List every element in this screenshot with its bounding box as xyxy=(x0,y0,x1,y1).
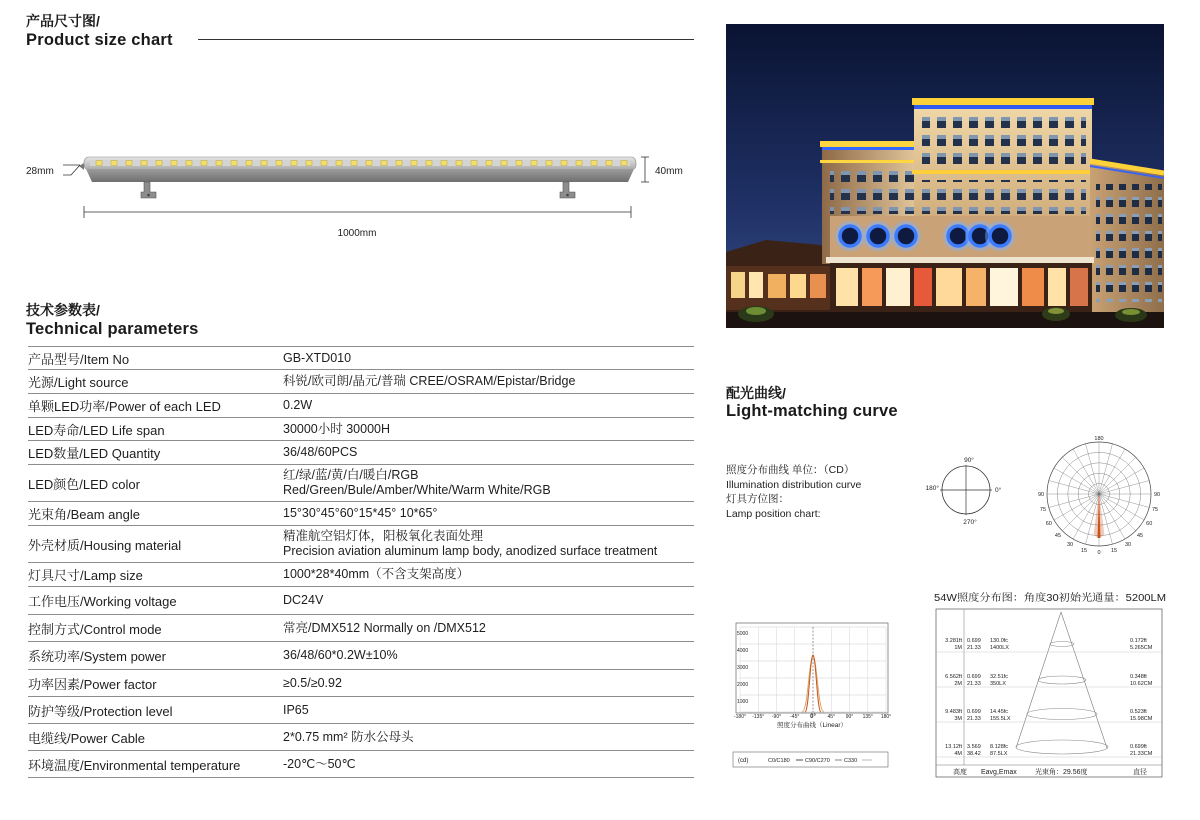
param-value-cell xyxy=(283,730,694,745)
lamp-end-lip xyxy=(79,163,84,170)
building-night-photo xyxy=(726,24,1164,328)
param-row xyxy=(28,418,694,441)
param-value: DC24V xyxy=(283,593,324,607)
param-value-line2: Precision aviation aluminum lamp body, anodized surface treatment xyxy=(283,544,658,558)
led-chip xyxy=(516,161,522,166)
orientation-label-left: 180° xyxy=(925,485,939,492)
storefront xyxy=(826,257,1094,313)
param-value-cell xyxy=(283,351,694,366)
cone-diameter-cm: 5.265CM xyxy=(1130,645,1153,651)
led-chip xyxy=(531,161,537,166)
polar-label-top: 180 xyxy=(1094,436,1104,442)
dimension-line-depth xyxy=(641,157,649,182)
param-label: 防护等级/Protection level xyxy=(28,703,173,719)
led-chip xyxy=(471,161,477,166)
technical-parameters-table xyxy=(28,346,694,778)
polar-distribution-chart xyxy=(1038,436,1160,556)
right-wing xyxy=(1090,161,1164,316)
param-value-cell xyxy=(283,445,694,460)
cone-value: 0.699 xyxy=(967,674,981,680)
description-line: 灯具方位图： xyxy=(726,493,789,506)
linear-x-tick: 135° xyxy=(862,714,873,720)
param-row xyxy=(28,526,694,563)
param-label: 灯具尺寸/Lamp size xyxy=(28,568,143,583)
param-label: 系统功率/System power xyxy=(28,649,166,664)
param-value: 红/绿/蓝/黄/白/暖白/RGB xyxy=(283,468,419,482)
param-value-cell xyxy=(283,374,694,389)
light-curve-title-en: Light-matching curve xyxy=(726,402,898,420)
linear-x-tick: 0° xyxy=(810,714,816,720)
ring-facade xyxy=(830,216,1092,258)
param-label: 光束角/Beam angle xyxy=(28,507,140,522)
linear-x-tick: -135° xyxy=(752,714,765,720)
cone-diameter-ft: 0.172ft xyxy=(1130,638,1147,644)
legend-item-label: C0/C180 xyxy=(768,758,790,764)
cone-footer-beam-angle: 光束角：29.56度 xyxy=(1035,769,1088,776)
param-row xyxy=(28,441,694,465)
linear-x-tick: 45° xyxy=(827,714,836,720)
orientation-label-right: 0° xyxy=(995,487,1002,494)
param-label: LED数量/LED Quantity xyxy=(28,446,161,461)
led-chip xyxy=(591,161,597,166)
led-chip xyxy=(561,161,567,166)
cone-value: 155.5LX xyxy=(990,716,1011,722)
lamp-orientation-diagram xyxy=(926,456,1002,526)
polar-angle-label: 75 xyxy=(1039,507,1047,514)
param-value: 精准航空铝灯体，阳极氧化表面处理 xyxy=(283,529,484,543)
led-chip xyxy=(621,161,627,166)
size-chart-title-rule xyxy=(198,39,694,40)
param-label: LED颜色/LED color xyxy=(28,476,140,492)
cone-value: 21.33 xyxy=(967,681,981,687)
cone-value: 130.0fc xyxy=(990,638,1009,644)
cone-value: 14.45fc xyxy=(990,709,1009,715)
ring-light xyxy=(840,226,860,246)
param-row xyxy=(28,465,694,502)
polar-angle-label: 15 xyxy=(1110,548,1118,555)
led-chip xyxy=(171,161,177,166)
cone-distance-ft: 9.483ft xyxy=(945,709,962,715)
legend-item-label: C330 xyxy=(844,758,858,764)
dimension-label-length: 1000mm xyxy=(337,228,377,239)
linear-x-tick: 90° xyxy=(845,714,854,720)
led-chip xyxy=(156,161,162,166)
polar-angle-label: 90 xyxy=(1153,492,1161,498)
cone-footer-height: 高度 xyxy=(953,769,967,776)
linear-chart-caption: 照度分布曲线（Linear） xyxy=(776,722,848,729)
param-row xyxy=(28,370,694,394)
cone-footer-eavg: Eavg,Emax xyxy=(981,769,1017,776)
param-label: 功率因素/Power factor xyxy=(28,676,157,692)
light-curve-title-cn: 配光曲线/ xyxy=(726,385,786,401)
param-value-cell xyxy=(283,567,694,582)
led-chip xyxy=(231,161,237,166)
lamp-body xyxy=(79,157,636,182)
param-row xyxy=(28,670,694,697)
led-chip xyxy=(96,161,102,166)
param-label: 环境温度/Environmental temperature xyxy=(28,757,241,773)
curve-legend xyxy=(733,752,888,767)
polar-angle-label: 30 xyxy=(1066,542,1074,549)
linear-y-tick: 4000 xyxy=(737,648,749,654)
led-chip xyxy=(186,161,192,166)
cone-chart-title: 54W照度分布图：角度30初始光通量：5200LM xyxy=(934,593,1142,604)
cone-value: 21.33 xyxy=(967,716,981,722)
led-chip xyxy=(261,161,267,166)
led-chip xyxy=(546,161,552,166)
cone-value: 0.699 xyxy=(967,638,981,644)
cone-value: 21.33 xyxy=(967,645,981,651)
param-label: 电缆线/Power Cable xyxy=(28,730,146,746)
param-value-line2: Red/Green/Bule/Amber/White/Warm White/RGB xyxy=(283,483,551,497)
dimension-label-height: 28mm xyxy=(26,166,54,177)
param-label: 控制方式/Control mode xyxy=(28,621,162,637)
linear-x-tick: -180° xyxy=(733,714,747,720)
polar-angle-label: 45 xyxy=(1136,533,1144,540)
cone-distance-ft: 13.12ft xyxy=(945,744,962,750)
led-chip xyxy=(456,161,462,166)
param-row xyxy=(28,697,694,724)
cone-value: 350LX xyxy=(990,681,1006,687)
param-value: GB-XTD010 xyxy=(283,350,352,365)
led-chip xyxy=(336,161,342,166)
cone-distance-ft: 6.562ft xyxy=(945,674,962,680)
cone-distance-m: 4M xyxy=(954,751,962,757)
param-value: IP65 xyxy=(283,702,309,717)
param-value-cell xyxy=(283,648,694,663)
led-chip xyxy=(246,161,252,166)
led-chip xyxy=(396,161,402,166)
param-value: 2*0.75 mm² 防水公母头 xyxy=(283,729,414,744)
cone-value: 0.699 xyxy=(967,709,981,715)
polar-angle-label: 30 xyxy=(1124,542,1132,549)
description-line: 照度分布曲线 单位：（CD） xyxy=(726,464,855,476)
light-curve-diagrams xyxy=(700,432,1190,782)
param-value-cell xyxy=(283,506,694,521)
param-value-cell xyxy=(283,422,694,437)
param-label: 外壳材质/Housing material xyxy=(28,537,182,553)
legend-unit: (cd) xyxy=(738,758,749,764)
ring-light xyxy=(896,226,916,246)
param-value-cell xyxy=(283,703,694,718)
led-chip xyxy=(576,161,582,166)
param-label: 光源/Light source xyxy=(28,375,129,390)
param-row xyxy=(28,502,694,526)
dimension-label-depth: 40mm xyxy=(655,166,683,177)
led-chip xyxy=(111,161,117,166)
param-row xyxy=(28,751,694,778)
polar-angle-label: 90 xyxy=(1037,492,1045,498)
param-value-cell xyxy=(283,621,694,636)
param-value: 36/48/60PCS xyxy=(283,445,358,459)
param-label: 单颗LED功率/Power of each LED xyxy=(28,399,221,414)
cone-diameter-cm: 10.62CM xyxy=(1130,681,1153,687)
cone-distance-m: 1M xyxy=(954,645,962,651)
polar-angle-label: 75 xyxy=(1151,507,1159,514)
lamp-housing-profile xyxy=(86,169,634,182)
linear-y-tick: 5000 xyxy=(737,631,749,637)
param-row xyxy=(28,642,694,670)
param-row xyxy=(28,724,694,751)
led-chip xyxy=(366,161,372,166)
cone-value: 87.5LX xyxy=(990,751,1008,757)
ring-light xyxy=(868,226,888,246)
param-value: -20℃～50℃ xyxy=(283,756,356,771)
param-value: 0.2W xyxy=(283,398,313,412)
led-chip xyxy=(501,161,507,166)
cone-value: 3.569 xyxy=(967,744,981,750)
cone-distance-m: 2M xyxy=(954,681,962,687)
cone-distance-ft: 3.281ft xyxy=(945,638,962,644)
linear-y-tick: 1000 xyxy=(737,699,749,705)
linear-x-tick: 180° xyxy=(880,714,892,720)
param-value-cell xyxy=(283,398,694,413)
param-value-cell xyxy=(283,529,694,559)
polar-angle-label: 60 xyxy=(1146,521,1153,527)
linear-y-tick: 2000 xyxy=(737,682,749,688)
led-chip xyxy=(426,161,432,166)
ring-light xyxy=(990,226,1010,246)
orientation-label-bottom: 270° xyxy=(963,519,977,526)
cone-value: 38.42 xyxy=(967,751,981,757)
led-chip xyxy=(606,161,612,166)
cone-diameter-ft: 0.348ft xyxy=(1130,674,1147,680)
cone-diameter-cm: 15.98CM xyxy=(1130,716,1153,722)
param-value: 30000小时 30000H xyxy=(283,421,391,436)
param-label: LED寿命/LED Life span xyxy=(28,422,165,438)
param-value-cell xyxy=(283,676,694,691)
param-value: 科锐/欧司朗/晶元/普瑞 CREE/OSRAM/Epistar/Bridge xyxy=(283,374,576,388)
param-label: 工作电压/Working voltage xyxy=(28,594,177,609)
cone-footer-diameter: 直径 xyxy=(1133,769,1147,776)
linear-x-tick: -45° xyxy=(790,714,800,720)
param-value: 1000*28*40mm（不含支架高度） xyxy=(283,567,470,581)
size-chart-title-en: Product size chart xyxy=(26,31,173,49)
cone-distance-m: 3M xyxy=(954,716,962,722)
led-chip xyxy=(291,161,297,166)
param-value: 36/48/60*0.2W±10% xyxy=(283,648,398,662)
mounting-bracket xyxy=(560,182,575,198)
dimension-line-length xyxy=(84,206,631,218)
polar-angle-label: 60 xyxy=(1045,521,1052,527)
tech-title-en: Technical parameters xyxy=(26,320,199,338)
param-row xyxy=(28,587,694,615)
polar-angle-label: 15 xyxy=(1080,548,1088,555)
linear-distribution-chart xyxy=(734,623,891,720)
param-value: 常亮/DMX512 Normally on /DMX512 xyxy=(283,620,486,635)
led-chip xyxy=(321,161,327,166)
led-chip xyxy=(201,161,207,166)
description-line: Illumination distribution curve xyxy=(726,478,862,491)
polar-label-bottom: 0 xyxy=(1097,550,1101,556)
led-chip xyxy=(486,161,492,166)
led-chip xyxy=(306,161,312,166)
mounting-bracket xyxy=(141,182,156,198)
param-value-cell xyxy=(283,468,694,498)
led-chip xyxy=(411,161,417,166)
description-line: Lamp position chart: xyxy=(726,507,821,520)
param-row xyxy=(28,563,694,587)
illuminance-cone-chart xyxy=(936,609,1162,777)
dimension-marker-height xyxy=(63,165,80,175)
led-chip xyxy=(351,161,357,166)
param-label: 产品型号/Item No xyxy=(28,351,130,367)
param-row xyxy=(28,615,694,642)
size-chart-title-cn: 产品尺寸图/ xyxy=(26,13,100,29)
led-chip xyxy=(441,161,447,166)
param-value: 15°30°45°60°15*45° 10*65° xyxy=(283,506,438,520)
led-chip xyxy=(276,161,282,166)
param-row xyxy=(28,347,694,370)
led-chip xyxy=(216,161,222,166)
tech-title-cn: 技术参数表/ xyxy=(26,302,100,318)
cone-value: 8.128fc xyxy=(990,744,1009,750)
led-chip xyxy=(141,161,147,166)
linear-chart-frame xyxy=(736,623,888,713)
linear-y-tick: 3000 xyxy=(737,665,749,671)
cone-value: 32.51fc xyxy=(990,674,1009,680)
param-row xyxy=(28,394,694,418)
led-chip xyxy=(381,161,387,166)
product-size-drawing xyxy=(0,140,700,250)
led-chip xyxy=(126,161,132,166)
cone-value: 1400LX xyxy=(990,645,1009,651)
linear-x-tick: -90° xyxy=(771,714,782,720)
param-value-cell xyxy=(283,757,694,772)
cone-diameter-cm: 21.33CM xyxy=(1130,751,1153,757)
orientation-label-top: 90° xyxy=(964,457,974,464)
cone-diameter-ft: 0.523ft xyxy=(1130,709,1147,715)
cone-diameter-ft: 0.699ft xyxy=(1130,744,1147,750)
polar-angle-label: 45 xyxy=(1054,533,1062,540)
param-value-cell xyxy=(283,593,694,608)
legend-item-label: C90/C270 xyxy=(805,758,830,764)
param-value: ≥0.5/≥0.92 xyxy=(283,675,342,690)
